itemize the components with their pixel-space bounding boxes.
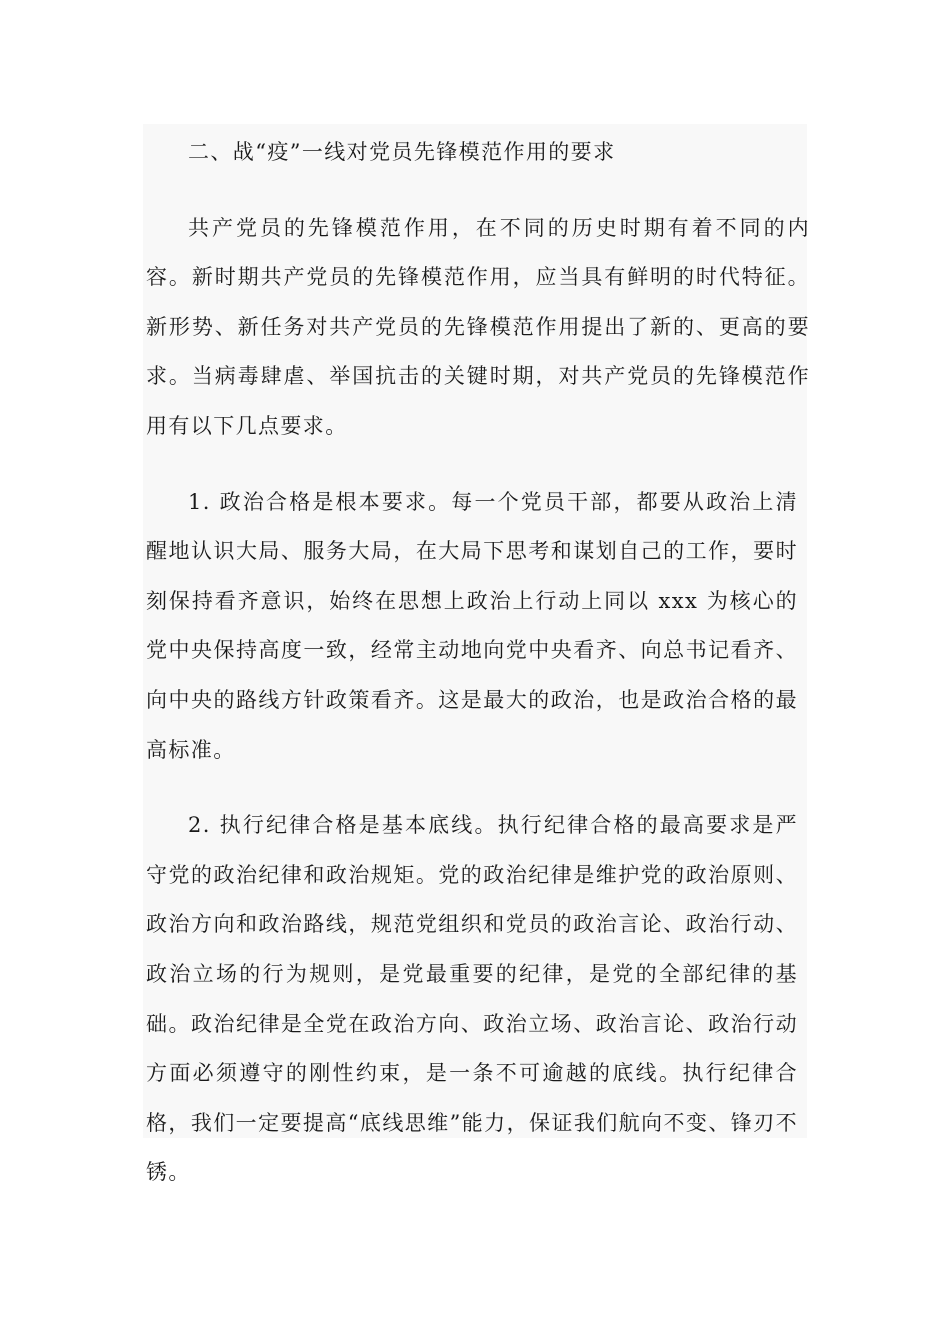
paragraph-political-qualification: 1. 政治合格是根本要求。每一个党员干部，都要从政治上清醒地认识大局、服务大局，在大局下思考和谋划自己的工作，要时刻保持看齐意识，始终在思想上政治上行动上同以 xxx 为核心的党中央保持高度一致，经常主动地向党中央看齐、向总书记看齐、向中央的路线方针政策看齐。这是最大的政治，也是政治合格的最高标准。 <box>146 489 798 762</box>
section-heading: 二、战“疫”一线对党员先锋模范作用的要求 <box>188 140 616 164</box>
paragraph-intro: 共产党员的先锋模范作用，在不同的历史时期有着不同的内容。新时期共产党员的先锋模范作用，应当具有鲜明的时代特征。新形势、新任务对共产党员的先锋模范作用提出了新的、更高的要求。当病毒肆虐、举国抗击的关键时期，对共产党员的先锋模范作用有以下几点要求。 <box>146 215 810 438</box>
document-body <box>146 124 810 1198</box>
paragraph-discipline: 2. 执行纪律合格是基本底线。执行纪律合格的最高要求是严守党的政治纪律和政治规矩。党的政治纪律是维护党的政治原则、政治方向和政治路线，规范党组织和党员的政治言论、政治行动、政治立场的行为规则，是党最重要的纪律，是党的全部纪律的基础。政治纪律是全党在政治方向、政治立场、政治言论、政治行动方面必须遵守的刚性约束，是一条不可逾越的底线。执行纪律合格，我们一定要提高“底线思维”能力，保证我们航向不变、锋刃不锈。 <box>146 813 798 1185</box>
